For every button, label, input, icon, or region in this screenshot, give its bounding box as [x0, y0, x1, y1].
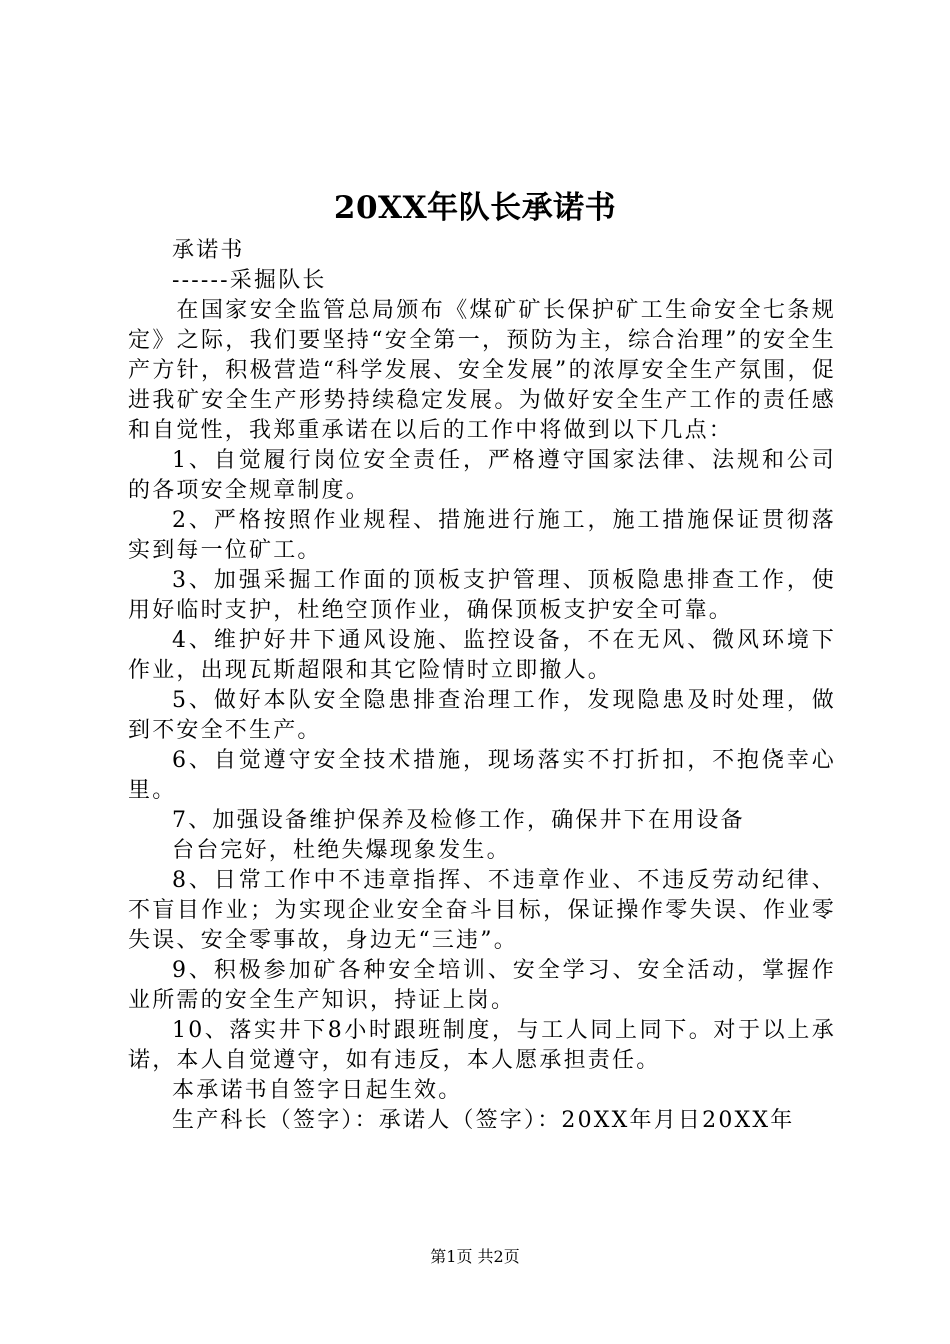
paragraph-item-4: 4、维护好井下通风设施、监控设备，不在无风、微风环境下作业，出现瓦斯超限和其它险情时立即撤人。: [128, 628, 836, 683]
paragraph-intro: 在国家安全监管总局颁布《煤矿矿长保护矿工生命安全七条规定》之际，我们要坚持“安全第一，预防为主，综合治理”的安全生产方针，积极营造“科学发展、安全发展”的浓厚安全生产氛围，促进我矿安全生产形势持续稳定发展。为做好安全生产工作的责任感和自觉性，我郑重承诺在以后的工作中将做到以下几点：: [128, 298, 836, 443]
paragraph-item-10: 10、落实井下8小时跟班制度，与工人同上同下。对于以上承诺，本人自觉遵守，如有违反，本人愿承担责任。: [128, 1018, 836, 1073]
paragraph-item-8: 8、日常工作中不违章指挥、不违章作业、不违反劳动纪律、不盲目作业；为实现企业安全奋斗目标，保证操作零失误、作业零失误、安全零事故，身边无“三违”。: [128, 868, 836, 953]
paragraph-item-5: 5、做好本队安全隐患排查治理工作，发现隐患及时处理，做到不安全不生产。: [128, 688, 836, 743]
paragraph-effective-notice: 本承诺书自签字日起生效。: [172, 1078, 463, 1103]
paragraph-item-3: 3、加强采掘工作面的顶板支护管理、顶板隐患排查工作，使用好临时支护，杜绝空顶作业，确保顶板支护安全可靠。: [128, 568, 836, 623]
paragraph-heading: 承诺书: [172, 238, 245, 263]
paragraph-item-7: 7、加强设备维护保养及检修工作，确保井下在用设备: [172, 808, 745, 833]
paragraph-signature-line: 生产科长（签字）：承诺人（签字）：20XX年月日20XX年: [172, 1108, 795, 1133]
paragraph-author-line: ------采掘队长: [172, 268, 327, 293]
paragraph-item-1: 1、自觉履行岗位安全责任，严格遵守国家法律、法规和公司的各项安全规章制度。: [128, 448, 836, 503]
paragraph-item-9: 9、积极参加矿各种安全培训、安全学习、安全活动，掌握作业所需的安全生产知识，持证上岗。: [128, 958, 836, 1013]
paragraph-item-6: 6、自觉遵守安全技术措施，现场落实不打折扣，不抱侥幸心里。: [128, 748, 836, 803]
paragraph-item-2: 2、严格按照作业规程、措施进行施工，施工措施保证贯彻落实到每一位矿工。: [128, 508, 836, 563]
document-body: [128, 236, 836, 1136]
paragraph-item-7-continued: 台台完好，杜绝失爆现象发生。: [172, 838, 511, 863]
page-number-footer: 第1页 共2页: [430, 1247, 520, 1266]
document-title: 20XX年队长承诺书: [333, 190, 617, 226]
